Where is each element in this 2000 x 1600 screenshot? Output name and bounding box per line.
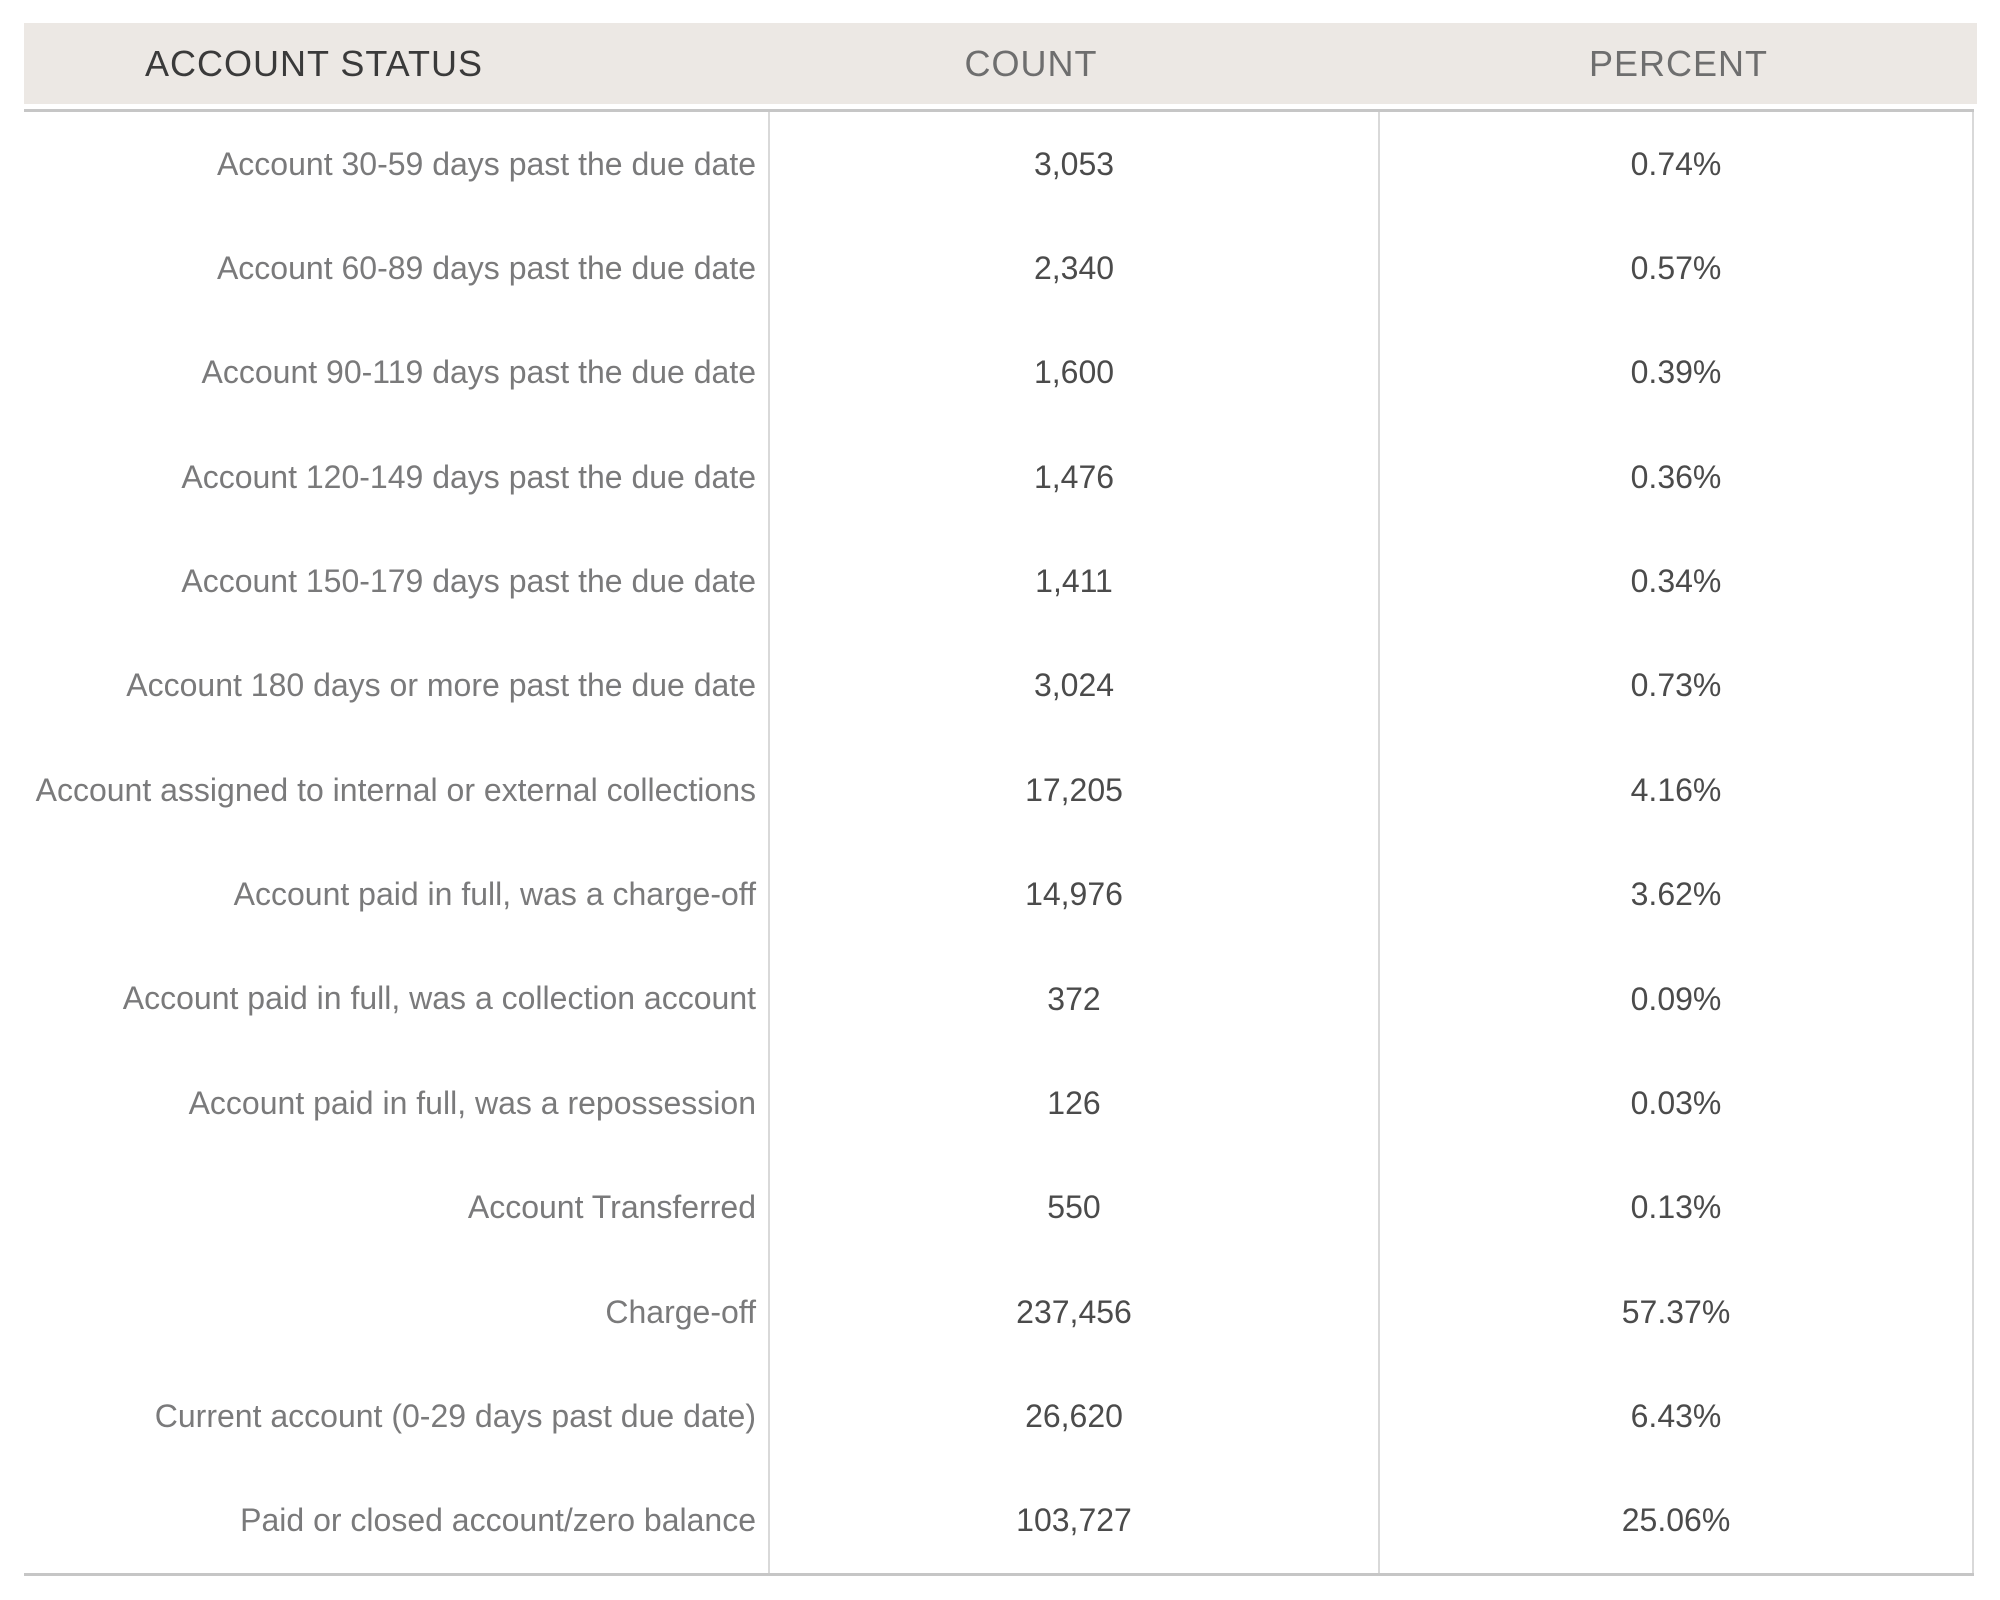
percent-value: 0.09% — [1630, 980, 1722, 1017]
percent-cell — [1380, 425, 1974, 529]
status-label: Account 180 days or more past the due date — [126, 667, 756, 704]
count-value: 550 — [1047, 1189, 1101, 1226]
count-cell — [770, 738, 1380, 842]
status-label: Account paid in full, was a charge-off — [233, 876, 756, 913]
percent-value: 0.39% — [1630, 354, 1722, 391]
count-cell — [770, 112, 1380, 216]
count-value: 17,205 — [1025, 771, 1123, 808]
percent-value: 0.03% — [1630, 1084, 1722, 1121]
count-cell — [770, 1364, 1380, 1468]
count-value: 1,600 — [1033, 354, 1115, 391]
status-cell — [24, 112, 770, 216]
status-cell — [24, 529, 770, 633]
count-value: 1,411 — [1035, 563, 1113, 600]
status-label: Paid or closed account/zero balance — [240, 1502, 756, 1539]
status-cell — [24, 843, 770, 947]
table-row[interactable] — [24, 1260, 1974, 1364]
status-cell — [24, 425, 770, 529]
percent-value: 0.57% — [1630, 250, 1722, 287]
status-cell — [24, 1051, 770, 1155]
status-label: Account paid in full, was a collection account — [122, 980, 756, 1017]
percent-cell — [1380, 1469, 1974, 1573]
status-label: Account paid in full, was a repossession — [188, 1084, 756, 1121]
percent-value: 4.16% — [1630, 771, 1722, 808]
percent-value: 57.37% — [1621, 1293, 1731, 1330]
count-cell — [770, 1156, 1380, 1260]
percent-cell — [1380, 738, 1974, 842]
count-value: 26,620 — [1025, 1397, 1123, 1434]
count-value: 372 — [1047, 980, 1101, 1017]
percent-cell — [1380, 1364, 1974, 1468]
column-header-percent[interactable]: PERCENT — [1588, 42, 1769, 84]
percent-cell — [1380, 1156, 1974, 1260]
count-value: 237,456 — [1016, 1293, 1132, 1330]
table-body — [24, 109, 1974, 1576]
table-row[interactable] — [24, 1051, 1974, 1155]
status-cell — [24, 1469, 770, 1573]
status-cell — [24, 1156, 770, 1260]
column-header-account-status[interactable]: ACCOUNT STATUS — [145, 42, 484, 84]
status-cell — [24, 738, 770, 842]
status-label: Account 30-59 days past the due date — [216, 145, 756, 182]
status-label: Account Transferred — [467, 1189, 756, 1226]
count-cell — [770, 1469, 1380, 1573]
count-cell — [770, 425, 1380, 529]
percent-value: 0.73% — [1630, 667, 1722, 704]
count-value: 126 — [1047, 1084, 1101, 1121]
count-value: 103,727 — [1016, 1502, 1132, 1539]
percent-value: 0.34% — [1630, 563, 1722, 600]
percent-cell — [1380, 947, 1974, 1051]
percent-value: 3.62% — [1630, 876, 1722, 913]
count-cell — [770, 529, 1380, 633]
percent-cell — [1380, 843, 1974, 947]
status-cell — [24, 1364, 770, 1468]
status-cell — [24, 947, 770, 1051]
count-cell — [770, 947, 1380, 1051]
table-row[interactable] — [24, 112, 1974, 216]
table-header-row — [24, 23, 1977, 104]
table-row[interactable] — [24, 843, 1974, 947]
count-cell — [770, 634, 1380, 738]
status-cell — [24, 321, 770, 425]
status-label: Account 90-119 days past the due date — [201, 354, 756, 391]
status-cell — [24, 634, 770, 738]
table-row[interactable] — [24, 216, 1974, 320]
status-label: Account assigned to internal or external collections — [35, 771, 756, 808]
column-header-count[interactable]: COUNT — [964, 42, 1098, 84]
count-cell — [770, 1260, 1380, 1364]
percent-cell — [1380, 1260, 1974, 1364]
table-row[interactable] — [24, 321, 1974, 425]
table-row[interactable] — [24, 1156, 1974, 1260]
percent-cell — [1380, 634, 1974, 738]
status-label: Current account (0-29 days past due date) — [154, 1397, 756, 1434]
percent-cell — [1380, 529, 1974, 633]
status-label: Account 150-179 days past the due date — [181, 563, 756, 600]
account-status-table — [24, 23, 1974, 1576]
count-value: 3,053 — [1033, 145, 1115, 182]
status-label: Charge-off — [605, 1293, 756, 1330]
count-cell — [770, 321, 1380, 425]
table-row[interactable] — [24, 425, 1974, 529]
percent-cell — [1380, 216, 1974, 320]
count-value: 2,340 — [1033, 250, 1115, 287]
percent-value: 0.13% — [1630, 1189, 1722, 1226]
status-label: Account 120-149 days past the due date — [181, 458, 756, 495]
percent-value: 6.43% — [1630, 1397, 1722, 1434]
percent-cell — [1380, 112, 1974, 216]
count-cell — [770, 1051, 1380, 1155]
count-cell — [770, 216, 1380, 320]
table-row[interactable] — [24, 738, 1974, 842]
table-row[interactable] — [24, 634, 1974, 738]
count-value: 14,976 — [1025, 876, 1123, 913]
status-cell — [24, 216, 770, 320]
table-row[interactable] — [24, 947, 1974, 1051]
status-cell — [24, 1260, 770, 1364]
count-cell — [770, 843, 1380, 947]
percent-cell — [1380, 321, 1974, 425]
table-row[interactable] — [24, 529, 1974, 633]
status-label: Account 60-89 days past the due date — [216, 249, 756, 286]
percent-value: 25.06% — [1621, 1502, 1731, 1539]
count-value: 3,024 — [1033, 667, 1115, 704]
table-row[interactable] — [24, 1364, 1974, 1468]
table-row[interactable] — [24, 1469, 1974, 1573]
percent-value: 0.74% — [1630, 145, 1722, 182]
percent-value: 0.36% — [1630, 458, 1722, 495]
percent-cell — [1380, 1051, 1974, 1155]
count-value: 1,476 — [1033, 458, 1115, 495]
